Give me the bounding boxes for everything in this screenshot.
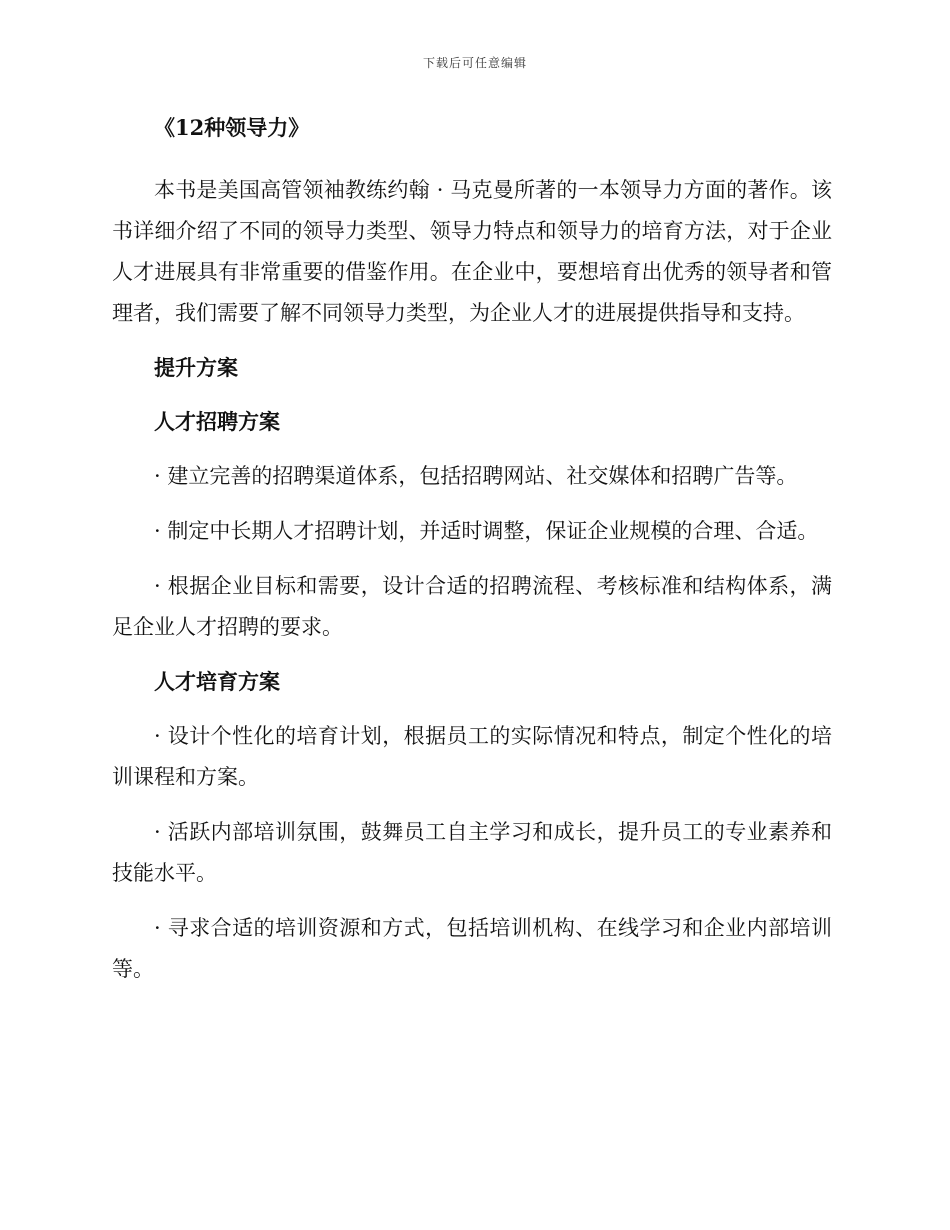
recruitment-item-2: · 制定中长期人才招聘计划，并适时调整，保证企业规模的合理、合适。 bbox=[154, 519, 819, 543]
section-heading: 提升方案 bbox=[154, 355, 238, 380]
recruitment-item-3: · 根据企业目标和需要，设计合适的招聘流程、考核标准和结构体系，满足企业人才招聘的要求。 bbox=[112, 574, 832, 639]
document-body bbox=[112, 108, 832, 1004]
recruitment-heading: 人才招聘方案 bbox=[154, 409, 280, 434]
header-note: 下载后可任意编辑 bbox=[422, 56, 527, 70]
training-item-3: · 寻求合适的培训资源和方式，包括培训机构、在线学习和企业内部培训等。 bbox=[112, 916, 832, 981]
training-item-2: · 活跃内部培训氛围，鼓舞员工自主学习和成长，提升员工的专业素养和技能水平。 bbox=[112, 820, 832, 885]
training-item-1: · 设计个性化的培育计划，根据员工的实际情况和特点，制定个性化的培训课程和方案。 bbox=[112, 724, 832, 789]
book-title: 《12种领导力》 bbox=[154, 115, 310, 140]
intro-paragraph: 本书是美国高管领袖教练约翰 · 马克曼所著的一本领导力方面的著作。该书详细介绍了不同的领导力类型、领导力特点和领导力的培育方法，对于企业人才进展具有非常重要的借鉴作用。在企业中，要想培育出优秀的领导者和管理者，我们需要了解不同领导力类型，为企业人才的进展提供指导和支持。 bbox=[112, 178, 832, 325]
training-heading: 人才培育方案 bbox=[154, 669, 280, 694]
recruitment-item-1: · 建立完善的招聘渠道体系，包括招聘网站、社交媒体和招聘广告等。 bbox=[154, 464, 798, 488]
